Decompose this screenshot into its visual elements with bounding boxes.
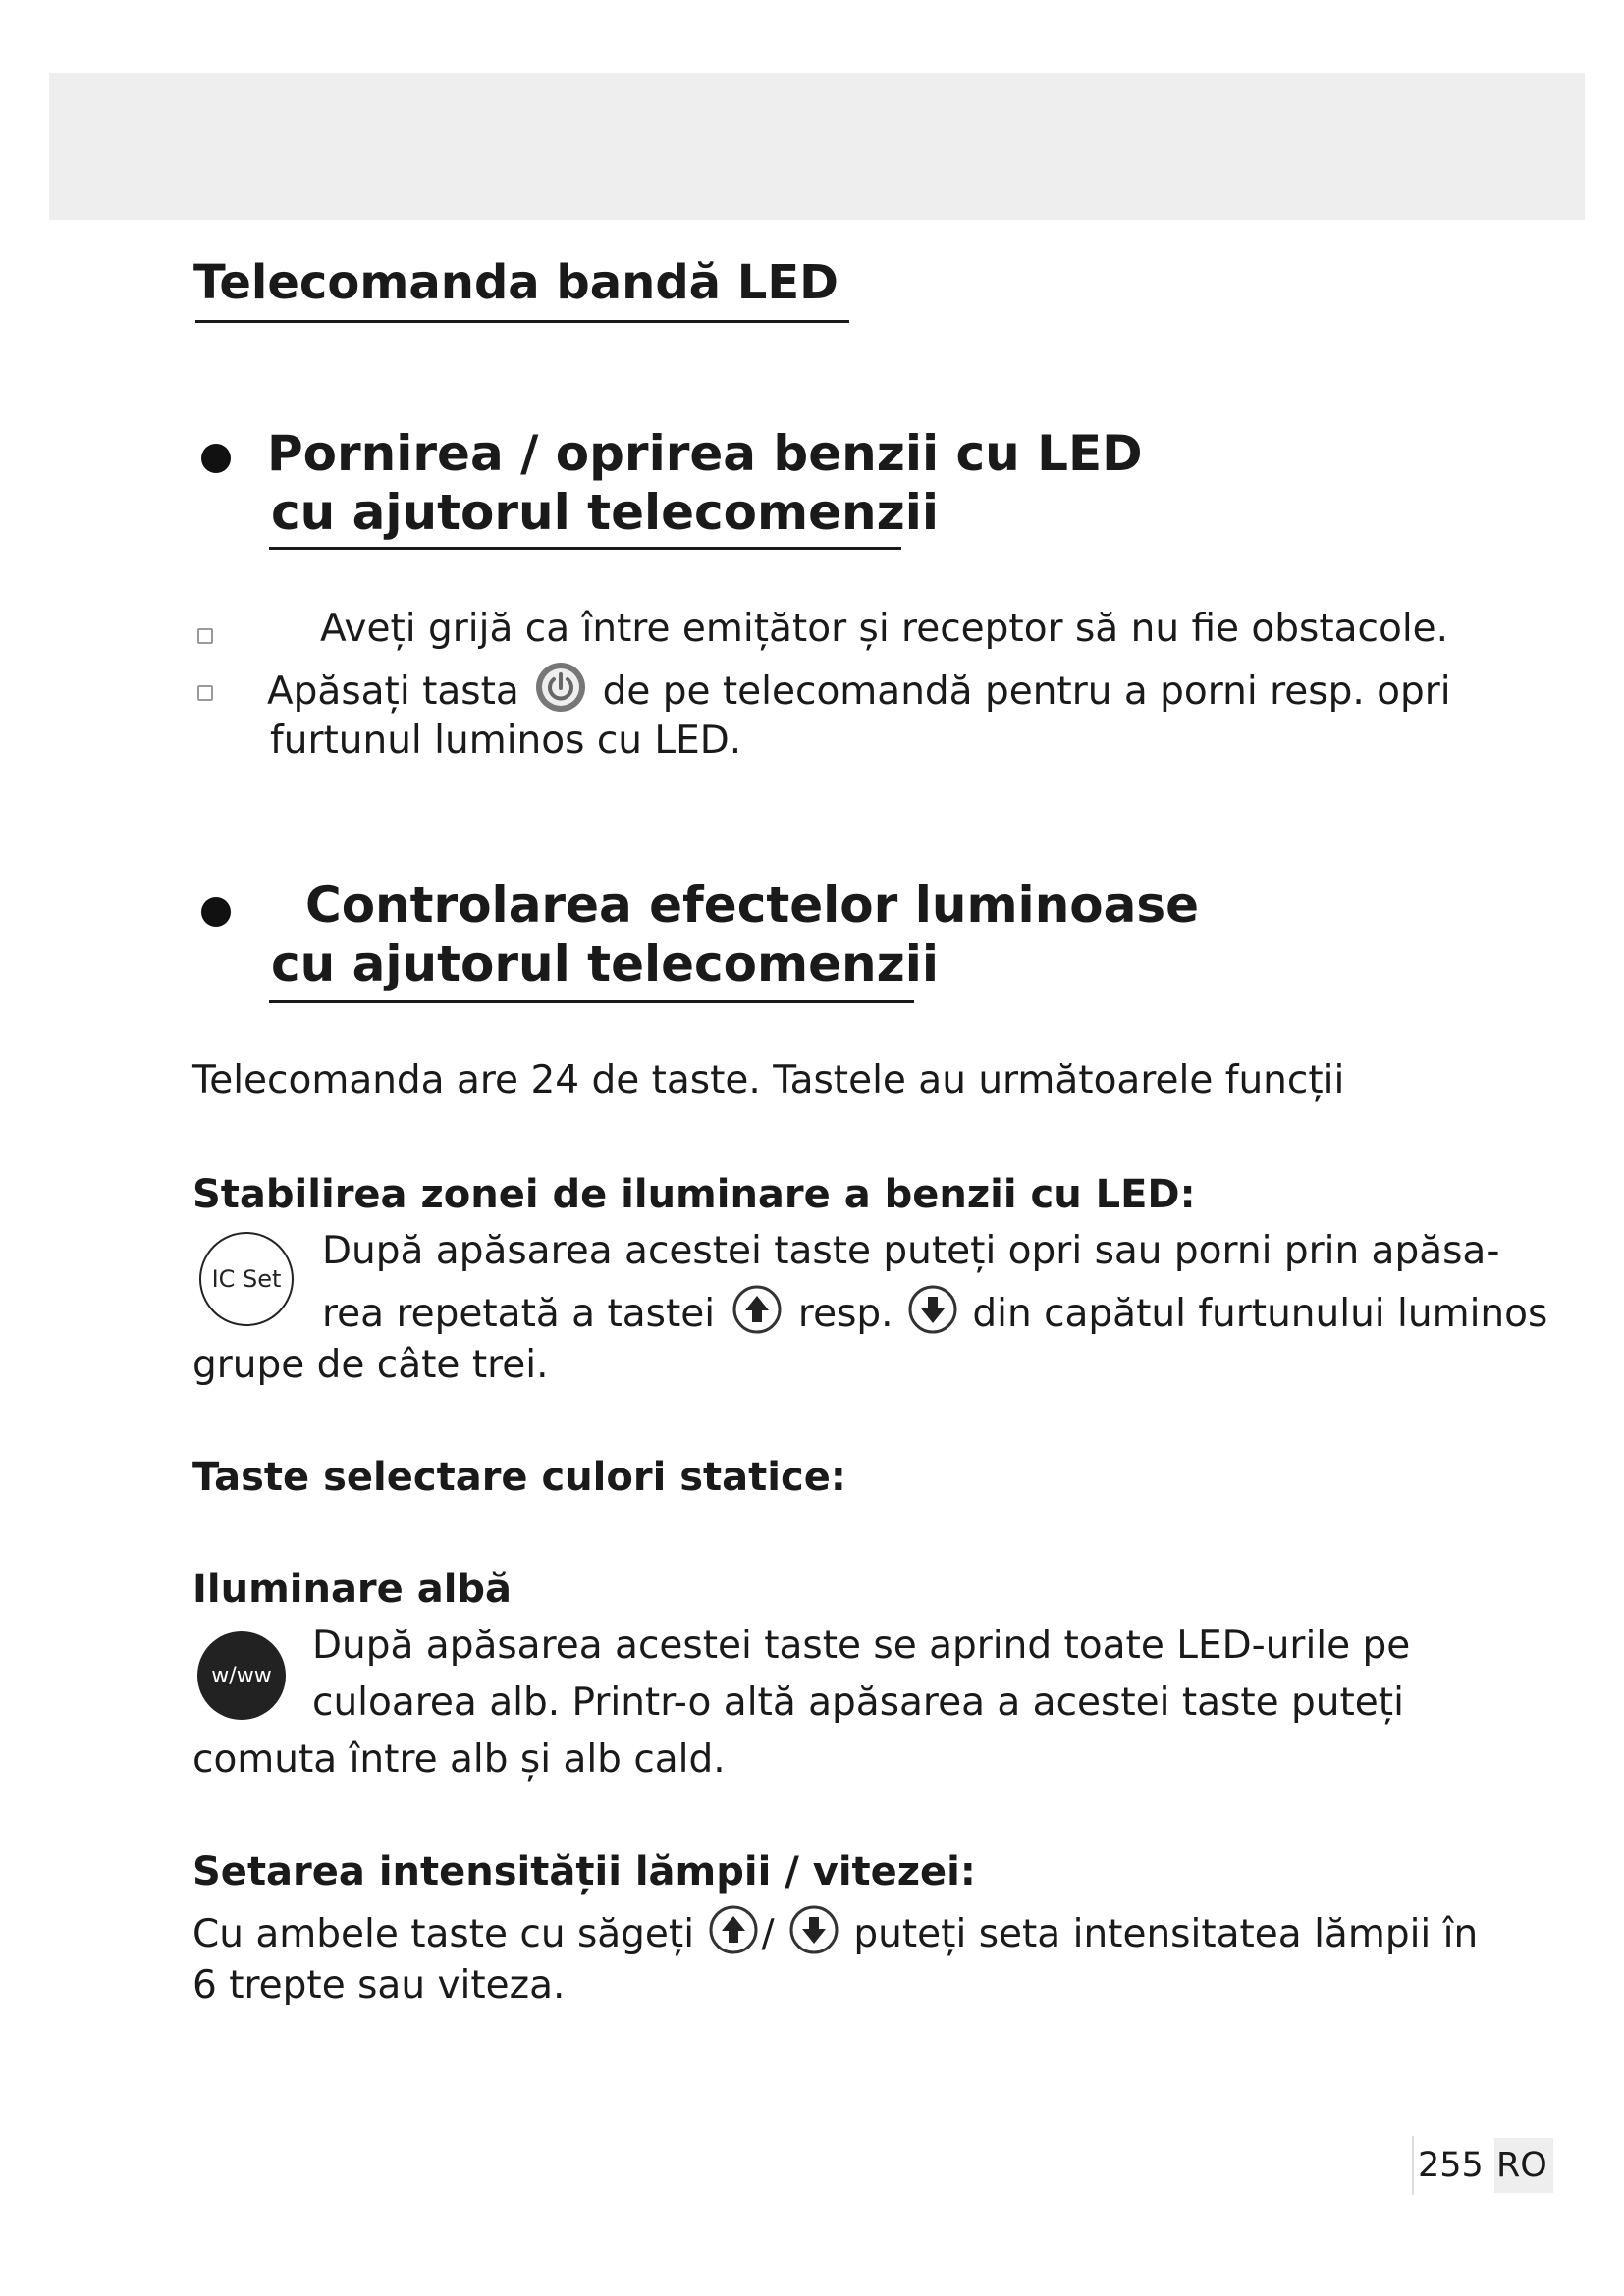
white-line1: După apăsarea acestei taste se aprind toate LED-urile pe — [312, 1624, 1411, 1668]
bullet-icon — [201, 444, 231, 473]
page-number-value: 255 — [1418, 2146, 1484, 2185]
section2-intro: Telecomanda are 24 de taste. Tastele au următoarele funcții — [192, 1058, 1345, 1102]
section2-heading-line2: cu ajutorul telecomenzii — [271, 935, 940, 992]
bullet-icon — [201, 897, 231, 927]
page-language: RO — [1495, 2146, 1547, 2185]
checkbox-icon — [197, 685, 213, 701]
section1-underline — [269, 547, 901, 550]
intensity-line2: 6 trepte sau viteza. — [192, 1963, 566, 2007]
zone-line2 — [322, 1284, 1547, 1348]
zone-heading: Stabilirea zonei de iluminare a benzii cu LED: — [192, 1172, 1196, 1217]
zone-line2-a: rea repetată a tastei — [322, 1292, 716, 1336]
intensity-line1 — [192, 1904, 1478, 1968]
intensity-line1-a: Cu ambele taste cu săgeți — [192, 1912, 695, 1956]
section1-heading-line2: cu ajutorul telecomenzii — [271, 484, 940, 541]
title-underline — [195, 320, 849, 323]
static-colors-heading: Taste selectare culori statice: — [192, 1455, 846, 1500]
white-line3: comuta între alb și alb cald. — [192, 1737, 726, 1782]
section1-heading-line1: Pornirea / oprirea benzii cu LED — [267, 425, 1143, 482]
section2-heading-line1: Controlarea efectelor luminoase — [305, 877, 1200, 934]
arrow-down-icon — [907, 1284, 958, 1348]
zone-line2-c: din capătul furtunului luminos — [972, 1292, 1548, 1336]
section1-item2-before: Apăsați tasta — [267, 669, 519, 714]
arrow-up-icon — [708, 1904, 759, 1968]
section1-item2-line2: furtunul luminos cu LED. — [270, 719, 742, 763]
header-band — [49, 73, 1585, 220]
page-number-divider — [1412, 2136, 1414, 2195]
intensity-line1-sep: / — [761, 1912, 775, 1956]
section2-underline — [269, 1000, 914, 1003]
zone-line2-b: resp. — [797, 1292, 893, 1336]
white-heading: Iluminare albă — [192, 1567, 513, 1612]
section1-item1: Aveți grijă ca între emițător și receptor să nu fie obstacole. — [320, 607, 1449, 651]
w-ww-key-icon: w/ww — [197, 1631, 286, 1720]
page-title: Telecomanda bandă LED — [193, 255, 839, 310]
section1-item2-after: de pe telecomandă pentru a porni resp. opri — [602, 669, 1451, 714]
zone-line3: grupe de câte trei. — [192, 1343, 549, 1387]
ic-set-key-icon: IC Set — [199, 1232, 294, 1326]
arrow-up-icon — [731, 1284, 783, 1348]
checkbox-icon — [197, 628, 213, 644]
arrow-down-icon — [788, 1904, 839, 1968]
intensity-heading: Setarea intensității lămpii / vitezei: — [192, 1849, 976, 1895]
intensity-line1-b: puteți seta intensitatea lămpii în — [853, 1912, 1479, 1956]
zone-line1: După apăsarea acestei taste puteți opri sau porni prin apăsa- — [322, 1229, 1500, 1273]
page-number — [1418, 2142, 1547, 2189]
white-line2: culoarea alb. Printr-o altă apăsarea a acestei taste puteți — [312, 1681, 1404, 1725]
